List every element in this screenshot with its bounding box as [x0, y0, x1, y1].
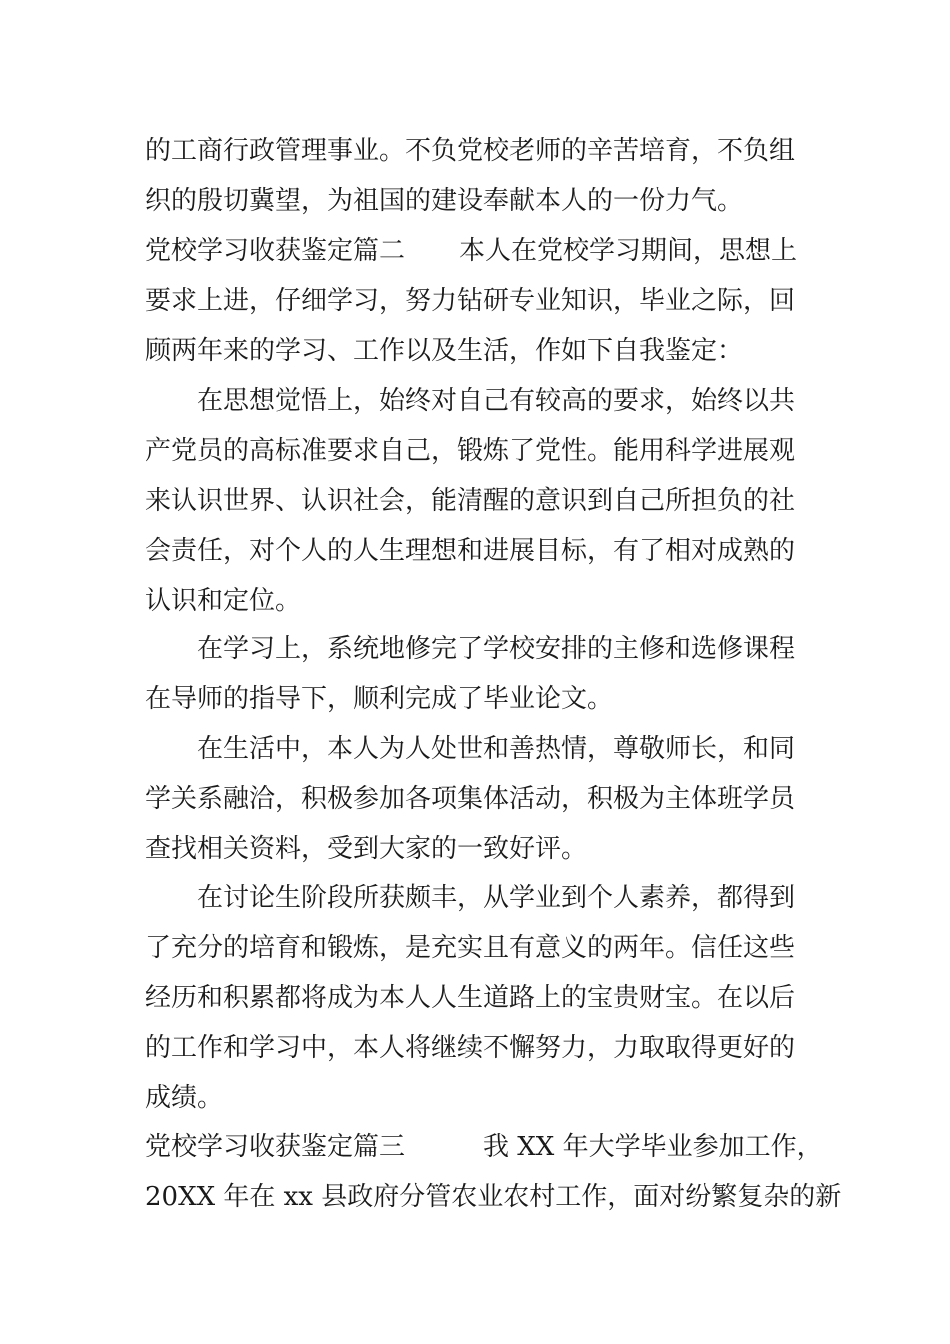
text-line: 顾两年来的学习、工作以及生活，作如下自我鉴定：	[145, 336, 744, 366]
text-line: 查找相关资料，受到大家的一致好评。	[145, 834, 588, 864]
text-line: 产党员的高标准要求自己，锻炼了党性。能用科学进展观	[145, 436, 796, 466]
text-line: 经历和积累都将成为本人人生道路上的宝贵财宝。在以后	[145, 983, 796, 1013]
text-line: 本人在党校学习期间，思想上	[459, 236, 798, 266]
text-line: 了充分的培育和锻炼，是充实且有意义的两年。信任这些	[145, 933, 796, 963]
paragraph-start-line: 在思想觉悟上，始终对自己有较高的要求，始终以共	[197, 386, 796, 416]
paragraph-start-line: 在生活中，本人为人处世和善热情，尊敬师长，和同	[197, 734, 796, 764]
text-line: 的工作和学习中，本人将继续不懈努力，力取取得更好的	[145, 1033, 796, 1063]
text-line: 我 XX 年大学毕业参加工作，	[483, 1132, 823, 1162]
paragraph-start-line: 在学习上，系统地修完了学校安排的主修和选修课程	[197, 634, 796, 664]
text-line: 要求上进，仔细学习，努力钻研专业知识，毕业之际，回	[145, 286, 796, 316]
text-line: 在导师的指导下，顺利完成了毕业论文。	[145, 684, 614, 714]
paragraph-start-line: 在讨论生阶段所获颇丰，从学业到个人素养，都得到	[197, 883, 796, 913]
text-line: 织的殷切冀望，为祖国的建设奉献本人的一份力气。	[145, 186, 744, 216]
text-line: 学关系融洽，积极参加各项集体活动，积极为主体班学员	[145, 784, 796, 814]
text-line: 来认识世界、认识社会，能清醒的意识到自己所担负的社	[145, 486, 796, 516]
section-heading-line	[145, 1132, 823, 1162]
text-line: 成绩。	[145, 1083, 224, 1113]
section-heading-line	[145, 236, 797, 266]
text-line: 认识和定位。	[145, 586, 302, 616]
text-line: 会责任，对个人的人生理想和进展目标，有了相对成熟的	[145, 536, 796, 566]
text-line: 的工商行政管理事业。不负党校老师的辛苦培育，不负组	[145, 136, 796, 166]
text-line: 20XX 年在 xx 县政府分管农业农村工作，面对纷繁复杂的新	[145, 1182, 842, 1212]
section-heading: 党校学习收获鉴定篇三	[145, 1132, 406, 1162]
section-heading: 党校学习收获鉴定篇二	[145, 236, 406, 266]
